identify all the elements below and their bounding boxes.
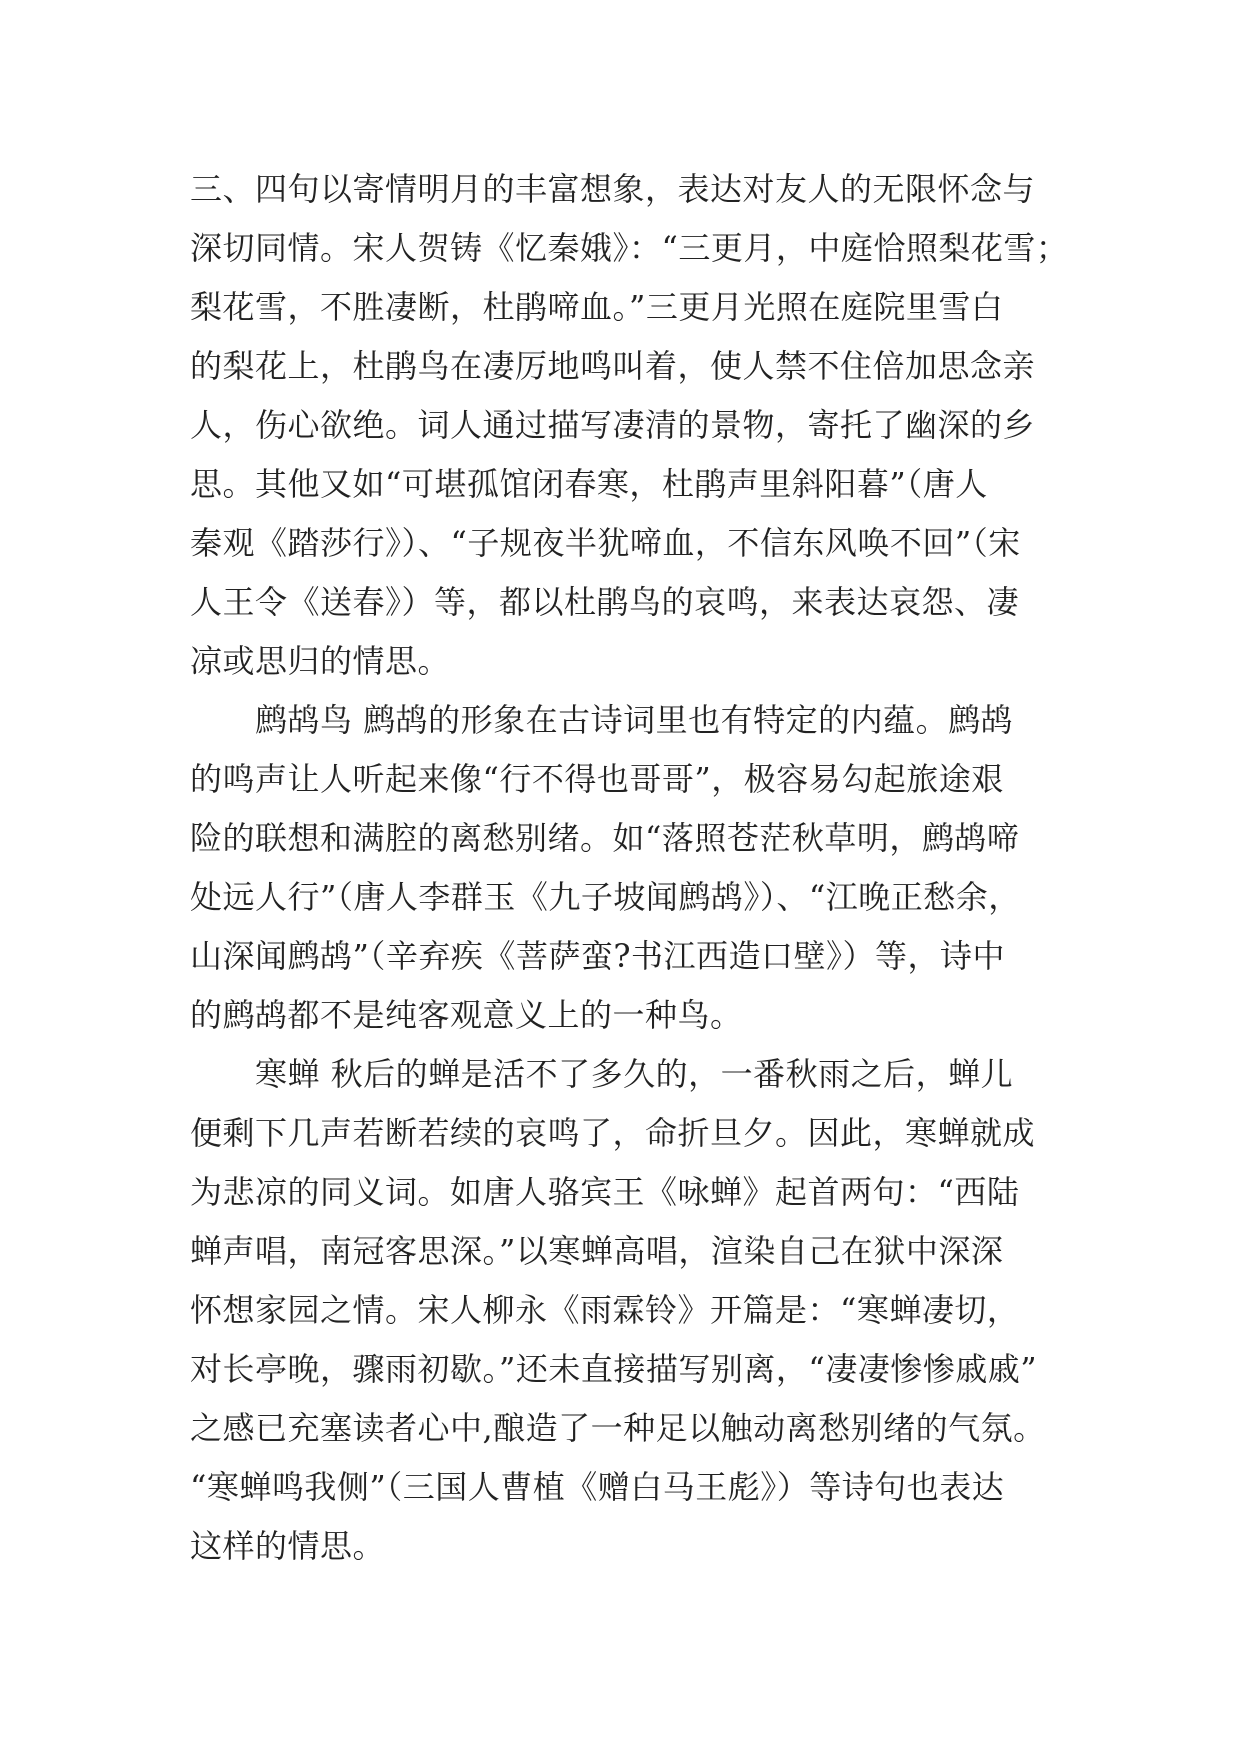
text-line: 之感已充塞读者心中,酿造了一种足以触动离愁别绪的气氛。 xyxy=(190,1409,1046,1447)
text-line: 山深闻鹧鸪”（辛弃疾《菩萨蛮?书江西造口壁》）等，诗中 xyxy=(190,937,1006,975)
text-line: 人王令《送春》）等，都以杜鹃鸟的哀鸣，来表达哀怨、凄 xyxy=(190,583,1020,621)
text-line: 三、四句以寄情明月的丰富想象，表达对友人的无限怀念与 xyxy=(190,170,1036,208)
text-line: 凉或思归的情思。 xyxy=(190,642,451,680)
text-line: 人，伤心欲绝。词人通过描写凄清的景物，寄托了幽深的乡 xyxy=(190,406,1036,444)
text-line: 怀想家园之情。宋人柳永《雨霖铃》开篇是：“寒蝉凄切， xyxy=(190,1291,1020,1329)
text-line: 便剩下几声若断若续的哀鸣了，命折旦夕。因此，寒蝉就成 xyxy=(190,1114,1036,1152)
text-line: 秦观《踏莎行》）、“子规夜半犹啼血，不信东风唤不回”（宋 xyxy=(190,524,1021,562)
text-line: 寒蝉 秋后的蝉是活不了多久的，一番秋雨之后，蝉儿 xyxy=(190,1055,1014,1093)
text-line: 的梨花上，杜鹃鸟在凄厉地鸣叫着，使人禁不住倍加思念亲 xyxy=(190,347,1036,385)
text-line: 这样的情思。 xyxy=(190,1527,386,1565)
text-line: 的鹧鸪都不是纯客观意义上的一种鸟。 xyxy=(190,996,743,1034)
text-line: 鹧鸪鸟 鹧鸪的形象在古诗词里也有特定的内蕴。鹧鸪 xyxy=(190,701,1014,739)
text-line: 处远人行”（唐人李群玉《九子坡闻鹧鸪》）、“江晚正愁余， xyxy=(190,878,1021,916)
text-line: “寒蝉鸣我侧”（三国人曹植《赠白马王彪》）等诗句也表达 xyxy=(190,1468,1005,1506)
text-line: 蝉声唱，南冠客思深。”以寒蝉高唱，渲染自己在狱中深深 xyxy=(190,1232,1004,1270)
paragraph-hanchan xyxy=(190,1045,1080,1576)
text-line: 梨花雪，不胜凄断，杜鹃啼血。”三更月光照在庭院里雪白 xyxy=(190,288,1004,326)
text-line: 对长亭晚，骤雨初歇。”还未直接描写别离，“凄凄惨惨戚戚” xyxy=(190,1350,1038,1388)
text-line: 为悲凉的同义词。如唐人骆宾王《咏蝉》起首两句：“西陆 xyxy=(190,1173,1020,1211)
paragraph-zhegu xyxy=(190,691,1080,1045)
text-line: 思。其他又如“可堪孤馆闭春寒，杜鹃声里斜阳暮”（唐人 xyxy=(190,465,988,503)
text-line: 的鸣声让人听起来像“行不得也哥哥”，极容易勾起旅途艰 xyxy=(190,760,1004,798)
paragraph-dujuan xyxy=(190,160,1080,691)
document-body xyxy=(190,160,1080,1576)
text-line: 险的联想和满腔的离愁别绪。如“落照苍茫秋草明，鹧鸪啼 xyxy=(190,819,1020,857)
text-line: 深切同情。宋人贺铸《忆秦娥》：“三更月，中庭恰照梨花雪； xyxy=(190,229,1069,267)
